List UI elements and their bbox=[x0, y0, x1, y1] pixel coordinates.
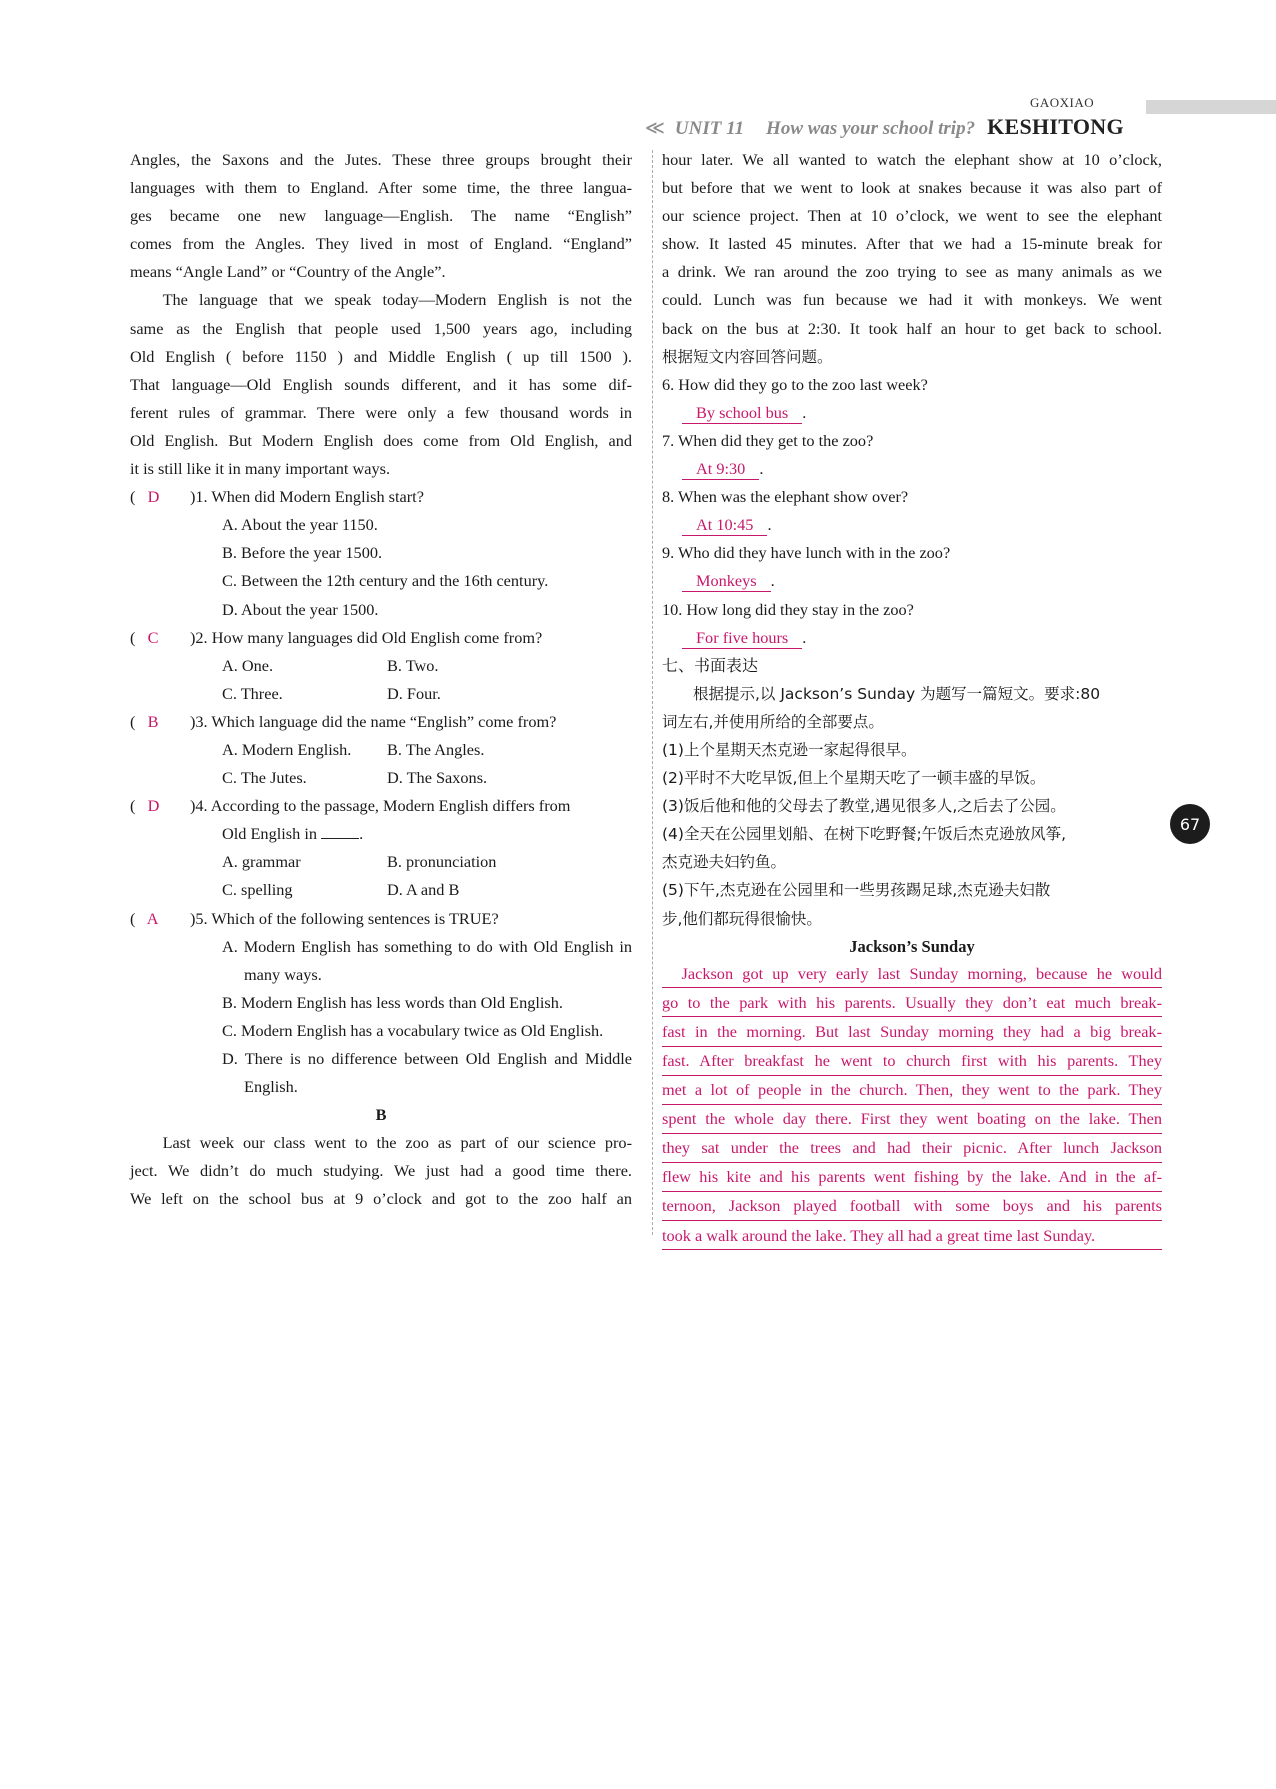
question-2 bbox=[130, 624, 632, 652]
option: B. Modern English has less words than Old English. bbox=[222, 992, 563, 1012]
answer-bracket: ( D bbox=[130, 796, 160, 816]
point-4-cont: 杰克逊夫妇钓鱼。 bbox=[662, 853, 787, 872]
qa-answer-line: At 9:30 . bbox=[662, 455, 1162, 483]
question-stem: )4. According to the passage, Modern English differs from bbox=[190, 796, 571, 816]
point-5-cont: 步,他们都玩得很愉快。 bbox=[662, 909, 822, 928]
essay-line: ternoon, Jackson played football with some boys and his parents bbox=[662, 1193, 1162, 1221]
point-2: (2)平时不大吃早饭,但上个星期天吃了一顿丰盛的早饭。 bbox=[662, 769, 1046, 788]
option: A. Modern English has something to do with Old English in many ways. bbox=[222, 936, 632, 984]
option-row bbox=[130, 652, 632, 680]
qa-answer: For five hours bbox=[682, 628, 802, 649]
section-7-title: 七、书面表达 bbox=[662, 655, 759, 675]
option: C. Between the 12th century and the 16th century. bbox=[222, 571, 549, 591]
answer-bracket: ( A bbox=[130, 908, 159, 928]
right-column bbox=[662, 146, 1162, 1252]
text-line: a drink. We ran around the zoo trying to see as many animals as we bbox=[662, 262, 1162, 282]
option: C. The Jutes. bbox=[222, 768, 307, 788]
text-line: Angles, the Saxons and the Jutes. These three groups brought their bbox=[130, 150, 632, 169]
prompt-line: 词左右,并使用所给的全部要点。 bbox=[662, 712, 884, 731]
question-4 bbox=[130, 792, 632, 820]
option-row bbox=[130, 680, 632, 708]
essay-line: spent the whole day there. First they went boating on the lake. Then bbox=[662, 1106, 1162, 1134]
text-line: That language—Old English sounds different, and it has some dif- bbox=[130, 374, 632, 394]
stem-text: . bbox=[359, 824, 364, 844]
answer-letter: B bbox=[147, 711, 159, 731]
text-line: Old English. But Modern English does come from Old English, and bbox=[130, 430, 632, 450]
text-line: same as the English that people used 1,500 years ago, including bbox=[130, 318, 632, 338]
fill-blank bbox=[321, 820, 359, 839]
question-stem: )3. Which language did the name “English” come from? bbox=[190, 711, 557, 731]
essay-line: they sat under the trees and had their picnic. After lunch Jackson bbox=[662, 1135, 1162, 1163]
answer-letter: D bbox=[147, 796, 160, 816]
question-stem-continued bbox=[130, 820, 632, 848]
option: B. Before the year 1500. bbox=[222, 543, 383, 563]
essay-line: Jackson got up very early last Sunday morning, because he would bbox=[662, 961, 1162, 989]
qa-answer: Monkeys bbox=[682, 571, 771, 592]
question-5 bbox=[130, 905, 632, 933]
text-line: could. Lunch was fun because we had it with monkeys. We went bbox=[662, 290, 1162, 310]
option: C. Modern English has a vocabulary twice as Old English. bbox=[222, 1020, 604, 1040]
option: D. Four. bbox=[387, 683, 441, 703]
qa-question: 9. Who did they have lunch with in the zoo? bbox=[662, 543, 951, 563]
option: D. There is no difference between Old English and Middle English. bbox=[222, 1049, 632, 1097]
answer-letter: D bbox=[147, 487, 160, 507]
question-1 bbox=[130, 483, 632, 511]
qa-answer-line: By school bus . bbox=[662, 399, 1162, 427]
qa-question: 7. When did they get to the zoo? bbox=[662, 430, 874, 450]
answer-letter: A bbox=[146, 908, 159, 928]
qa-answer: At 9:30 bbox=[682, 459, 759, 480]
essay-line: fast in the morning. But last Sunday morning they had a big break- bbox=[662, 1019, 1162, 1047]
qa-answer-line: For five hours . bbox=[662, 624, 1162, 652]
option: B. Two. bbox=[387, 655, 439, 675]
page-number-badge: 67 bbox=[1170, 804, 1210, 844]
text-line: Last week our class went to the zoo as part of our science pro- bbox=[162, 1133, 632, 1153]
point-4: (4)全天在公园里划船、在树下吃野餐;午饭后杰克逊放风筝, bbox=[662, 825, 1067, 844]
stem-text: Old English in bbox=[222, 824, 317, 844]
text-line: back on the bus at 2:30. It took half an hour to get back to school. bbox=[662, 318, 1162, 338]
section-heading-b: B bbox=[375, 1105, 387, 1125]
prompt-line: 根据提示,以 Jackson’s Sunday 为题写一篇短文。要求:80 bbox=[693, 684, 1101, 703]
answer-bracket: ( C bbox=[130, 627, 159, 647]
essay-line: flew his kite and his parents went fishing by the lake. And in the af- bbox=[662, 1164, 1162, 1192]
qa-question: 6. How did they go to the zoo last week? bbox=[662, 374, 928, 394]
option-row bbox=[130, 764, 632, 792]
question-3 bbox=[130, 708, 632, 736]
text-line: We left on the school bus at 9 o’clock and got to the zoo half an bbox=[130, 1189, 632, 1209]
question-stem: )1. When did Modern English start? bbox=[190, 487, 424, 507]
text-line: means “Angle Land” or “Country of the Angle”. bbox=[130, 262, 446, 282]
option: C. Three. bbox=[222, 683, 283, 703]
option: D. About the year 1500. bbox=[222, 599, 379, 619]
option-row bbox=[130, 736, 632, 764]
unit-label: UNIT 11 bbox=[674, 118, 745, 139]
option: A. grammar bbox=[222, 852, 301, 872]
text-line: The language that we speak today—Modern English is not the bbox=[162, 290, 632, 310]
option-row bbox=[130, 876, 632, 904]
text-line: show. It lasted 45 minutes. After that we had a 15-minute break for bbox=[662, 234, 1162, 254]
essay-title: Jackson’s Sunday bbox=[849, 936, 975, 956]
point-1: (1)上个星期天杰克逊一家起得很早。 bbox=[662, 740, 917, 759]
point-3: (3)饭后他和他的父母去了教堂,遇见很多人,之后去了公园。 bbox=[662, 797, 1066, 816]
answer-letter: C bbox=[147, 627, 159, 647]
essay-line: took a walk around the lake. They all had a great time last Sunday. bbox=[662, 1223, 1162, 1251]
instruction: 根据短文内容回答问题。 bbox=[662, 347, 833, 366]
option: A. About the year 1150. bbox=[222, 515, 378, 535]
column-divider bbox=[652, 150, 653, 1235]
text-line: comes from the Angles. They lived in most of England. “England” bbox=[130, 234, 632, 254]
essay-line: go to the park with his parents. Usually they don’t eat much break- bbox=[662, 990, 1162, 1018]
text-line: ges became one new language—English. The name “English” bbox=[130, 206, 632, 226]
qa-question: 10. How long did they stay in the zoo? bbox=[662, 599, 914, 619]
question-stem: )2. How many languages did Old English come from? bbox=[190, 627, 543, 647]
essay-line: fast. After breakfast he went to church first with his parents. They bbox=[662, 1048, 1162, 1076]
left-column bbox=[130, 146, 632, 1214]
text-line: languages with them to England. After some time, the three langua- bbox=[130, 178, 632, 198]
answer-bracket: ( D bbox=[130, 487, 160, 507]
text-line: ject. We didn’t do much studying. We just had a good time there. bbox=[130, 1161, 632, 1181]
qa-answer: By school bus bbox=[682, 403, 802, 424]
unit-subtitle: How was your school trip? bbox=[766, 118, 976, 139]
text-line: Old English ( before 1150 ) and Middle English ( up till 1500 ). bbox=[130, 346, 632, 366]
text-line: our science project. Then at 10 o’clock, we went to see the elephant bbox=[662, 206, 1162, 226]
text-line: hour later. We all wanted to watch the elephant show at 10 o’clock, bbox=[662, 150, 1162, 169]
option: A. Modern English. bbox=[222, 739, 352, 759]
series-label: GAOXIAO bbox=[1030, 95, 1095, 110]
option: D. The Saxons. bbox=[387, 768, 488, 788]
text-line: but before that we went to look at snakes because it was also part of bbox=[662, 178, 1162, 198]
text-line: it is still like it in many important ways. bbox=[130, 459, 391, 479]
double-chevron-icon: ≪ bbox=[645, 117, 665, 139]
point-5: (5)下午,杰克逊在公园里和一些男孩踢足球,杰克逊夫妇散 bbox=[662, 881, 1051, 900]
essay-answer bbox=[662, 961, 1162, 1250]
header-gray-bar bbox=[1146, 100, 1276, 114]
brand-title: KESHITONG bbox=[987, 114, 1124, 139]
qa-answer-line: Monkeys . bbox=[662, 567, 1162, 595]
running-header bbox=[645, 114, 1124, 142]
option-row bbox=[130, 848, 632, 876]
option: C. spelling bbox=[222, 880, 293, 900]
answer-bracket: ( B bbox=[130, 711, 159, 731]
qa-question: 8. When was the elephant show over? bbox=[662, 487, 909, 507]
qa-answer-line: At 10:45 . bbox=[662, 511, 1162, 539]
question-stem: )5. Which of the following sentences is TRUE? bbox=[190, 908, 499, 928]
option: A. One. bbox=[222, 655, 274, 675]
option: D. A and B bbox=[387, 880, 460, 900]
option: B. The Angles. bbox=[387, 739, 485, 759]
essay-line: met a lot of people in the church. Then, they went to the park. They bbox=[662, 1077, 1162, 1105]
text-line: ferent rules of grammar. There were only a few thousand words in bbox=[130, 402, 632, 422]
option: B. pronunciation bbox=[387, 852, 497, 872]
qa-answer: At 10:45 bbox=[682, 515, 767, 536]
